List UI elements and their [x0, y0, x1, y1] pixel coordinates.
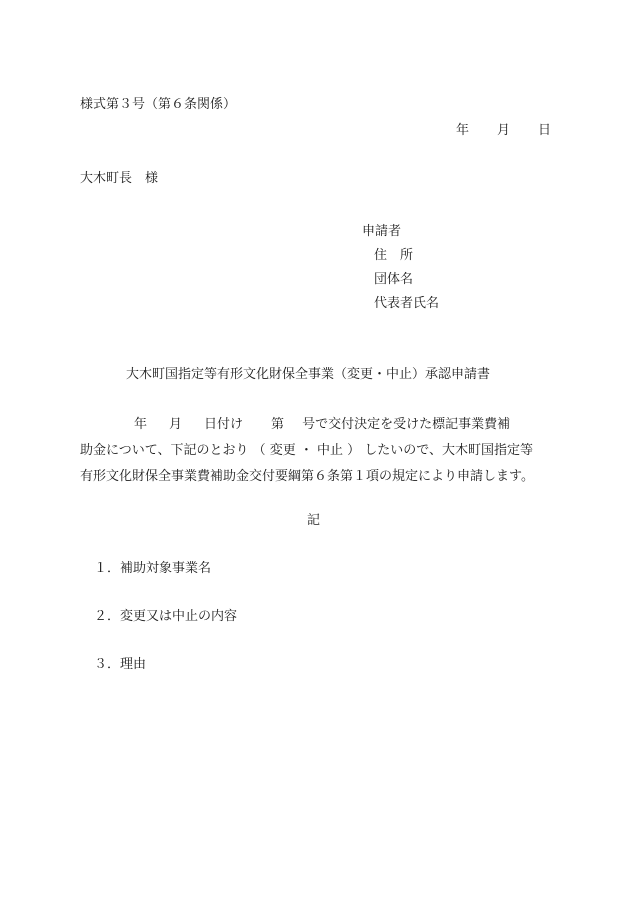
applicant-address-label: 住 所 — [374, 248, 414, 263]
date-year-label: 年 — [456, 123, 470, 138]
applicant-block — [362, 220, 439, 316]
body-line-1 — [80, 412, 550, 438]
ki-heading: 記 — [307, 513, 321, 528]
body-paragraph — [80, 412, 550, 490]
item-list — [94, 560, 237, 704]
body-dated-label: 日付け — [204, 417, 244, 432]
applicant-label: 申請者 — [362, 224, 402, 239]
list-item: １．補助対象事業名 — [94, 561, 212, 576]
list-item: ３．理由 — [94, 657, 147, 672]
body-line-3: 有形文化財保全事業費補助金交付要綱第６条第１項の規定により申請します。 — [80, 469, 534, 484]
date-line — [456, 124, 551, 137]
body-year-label: 年 — [134, 417, 148, 432]
addressee: 大木町長 様 — [80, 171, 159, 186]
date-month-label: 月 — [497, 123, 511, 138]
applicant-organization-label: 団体名 — [374, 272, 414, 287]
body-month-label: 月 — [169, 417, 183, 432]
form-number: 様式第３号（第６条関係） — [80, 97, 237, 112]
applicant-representative-label: 代表者氏名 — [374, 296, 440, 311]
date-day-label: 日 — [538, 123, 552, 138]
body-line-2: 助金について、下記のとおり （ 変更 ・ 中止 ） したいので、大木町国指定等 — [80, 443, 534, 458]
list-item: ２．変更又は中止の内容 — [94, 609, 238, 624]
body-line1-rest: 号で交付決定を受けた標記事業費補 — [302, 417, 511, 432]
body-number-prefix: 第 — [271, 417, 285, 432]
document-title: 大木町国指定等有形文化財保全事業（変更・中止）承認申請書 — [126, 367, 491, 382]
